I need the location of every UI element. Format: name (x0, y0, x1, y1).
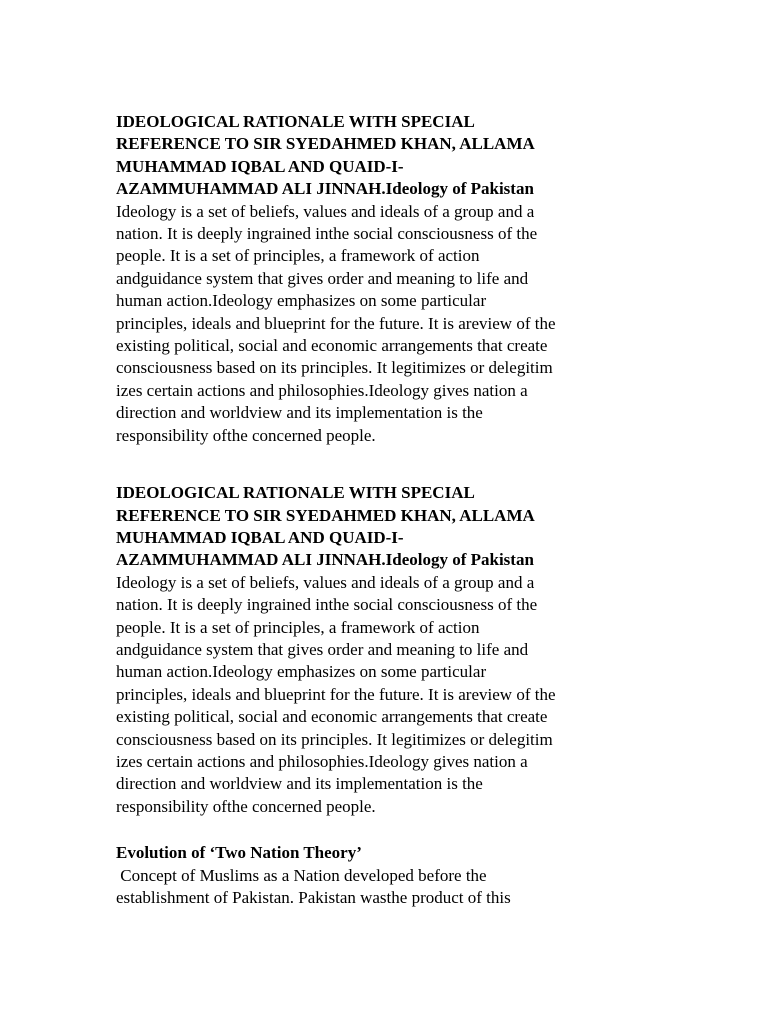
body-line: izes certain actions and philosophies.Ideology gives nation a (116, 380, 528, 400)
body-line: nation. It is deeply ingrained inthe social consciousness of the (116, 595, 538, 615)
body-line: responsibility ofthe concerned people. (116, 425, 376, 445)
two-nation-theory-section (116, 842, 656, 909)
heading-line-last (116, 178, 656, 200)
body-line: andguidance system that gives order and meaning to life and (116, 639, 529, 659)
body-line: nation. It is deeply ingrained inthe social consciousness of the (116, 224, 538, 244)
body-line: people. It is a set of principles, a framework of action (116, 617, 480, 637)
body-line: people. It is a set of principles, a framework of action (116, 246, 480, 266)
body-line: principles, ideals and blueprint for the future. It is areview of the (116, 684, 556, 704)
inline-title: Ideology of Pakistan (385, 179, 534, 199)
body-line: establishment of Pakistan. Pakistan wasthe product of this (116, 888, 511, 907)
heading-line-last (116, 549, 656, 571)
body-line: consciousness based on its principles. It legitimizes or delegitim (116, 729, 553, 749)
ideology-block-2 (116, 482, 656, 818)
ideology-block-1 (116, 111, 656, 447)
inline-title: Ideology of Pakistan (385, 550, 534, 570)
document-page (116, 111, 656, 909)
body-line: direction and worldview and its implementation is the (116, 403, 483, 423)
body-line: principles, ideals and blueprint for the future. It is areview of the (116, 313, 556, 333)
body-line: Concept of Muslims as a Nation developed before the (116, 865, 487, 885)
body-line: responsibility ofthe concerned people. (116, 796, 376, 816)
heading-line: REFERENCE TO SIR SYEDAHMED KHAN, ALLAMA (116, 134, 535, 154)
body-line: existing political, social and economic arrangements that create (116, 707, 548, 727)
body-line: andguidance system that gives order and meaning to life and (116, 268, 529, 288)
body-line: direction and worldview and its implementation is the (116, 774, 483, 794)
heading-line: REFERENCE TO SIR SYEDAHMED KHAN, ALLAMA (116, 505, 535, 525)
body-line: Ideology is a set of beliefs, values and ideals of a group and a (116, 572, 535, 592)
heading-line: MUHAMMAD IQBAL AND QUAID-I- (116, 527, 404, 547)
heading-last-text: AZAMMUHAMMAD ALI JINNAH. (116, 179, 386, 199)
body-line: human action.Ideology emphasizes on some particular (116, 662, 487, 682)
body-line: human action.Ideology emphasizes on some particular (116, 291, 487, 311)
body-line: izes certain actions and philosophies.Ideology gives nation a (116, 751, 528, 771)
heading-line: IDEOLOGICAL RATIONALE WITH SPECIAL (116, 483, 475, 503)
body-line: consciousness based on its principles. It legitimizes or delegitim (116, 358, 553, 378)
body-line: Ideology is a set of beliefs, values and ideals of a group and a (116, 201, 535, 221)
heading-line: MUHAMMAD IQBAL AND QUAID-I- (116, 156, 404, 176)
heading-last-text: AZAMMUHAMMAD ALI JINNAH. (116, 550, 386, 570)
heading-line: IDEOLOGICAL RATIONALE WITH SPECIAL (116, 112, 475, 131)
body-line: existing political, social and economic arrangements that create (116, 336, 548, 356)
section-heading: Evolution of ‘Two Nation Theory’ (116, 843, 362, 863)
